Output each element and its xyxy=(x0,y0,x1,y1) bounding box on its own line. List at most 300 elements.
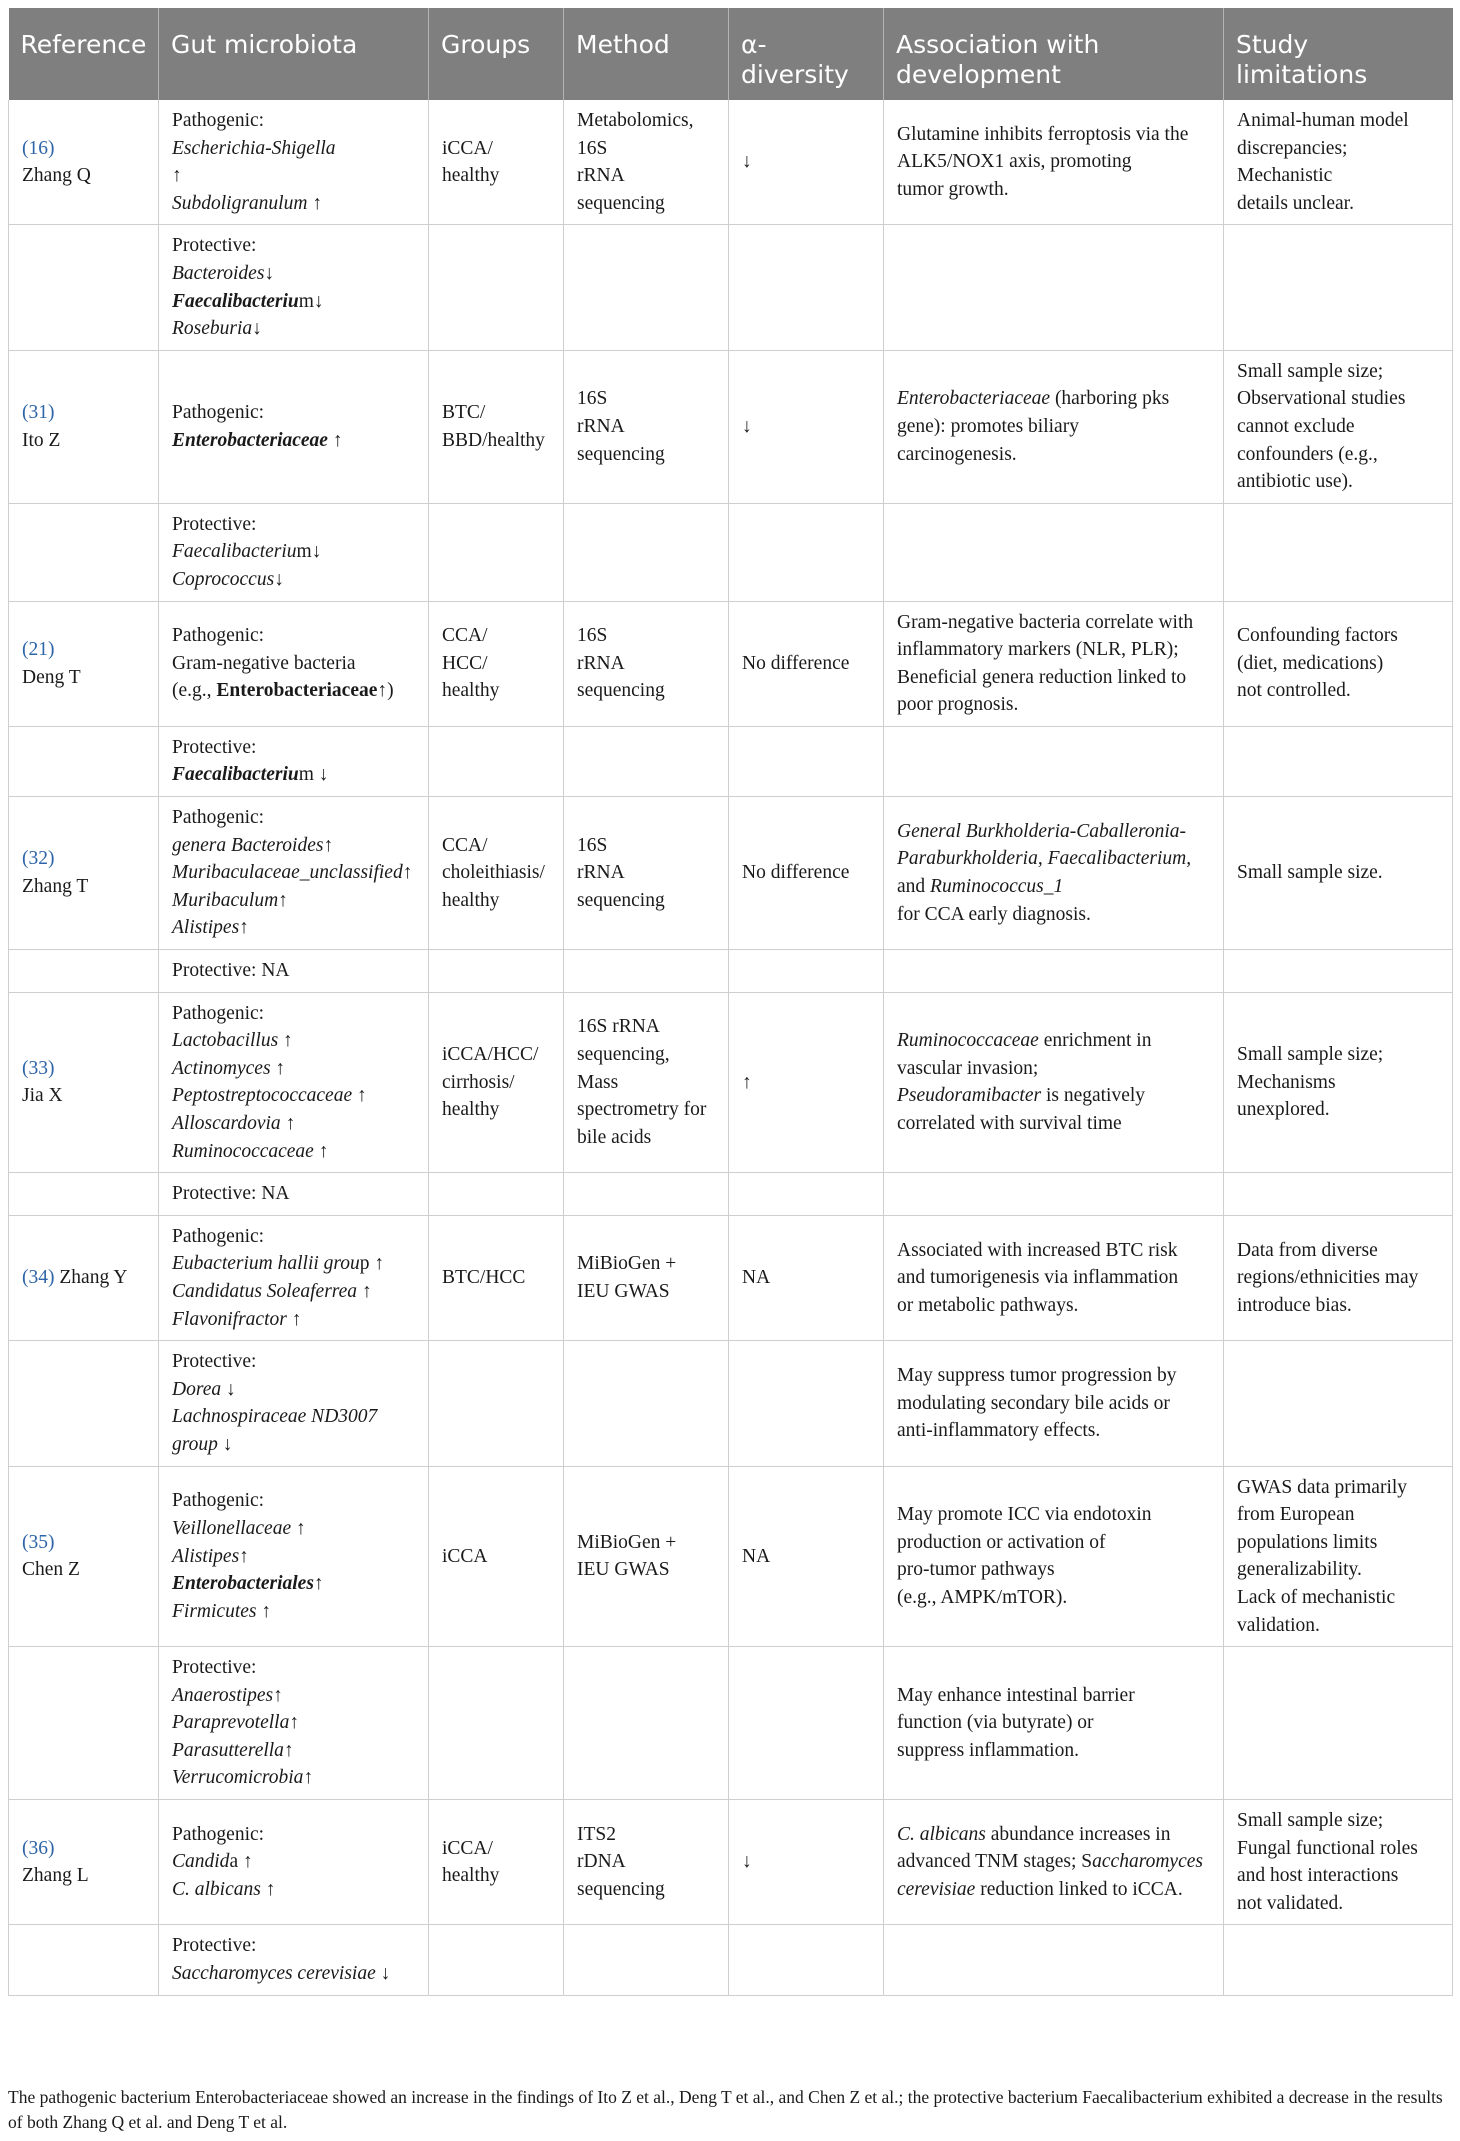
empty-cell xyxy=(564,1647,729,1800)
empty-cell xyxy=(729,1341,884,1466)
header-association: Association with development xyxy=(884,8,1224,100)
method-cell xyxy=(564,992,729,1173)
limitations-cell-line: Mechanistic xyxy=(1237,165,1333,187)
method-cell-line: 16S xyxy=(577,625,608,647)
protective-taxon: Paraprevotella↑ xyxy=(172,1712,300,1734)
groups-cell-line: iCCA/ xyxy=(442,1837,493,1859)
association-cell-line: for CCA early diagnosis. xyxy=(897,903,1091,925)
method-cell-line: spectrometry for xyxy=(577,1099,707,1121)
empty-cell xyxy=(9,1647,159,1800)
groups-cell-line: CCA/ xyxy=(442,834,488,856)
protective-association-cell xyxy=(884,1647,1224,1800)
association-cell-line: General Burkholderia-Caballeronia- xyxy=(897,820,1187,842)
groups-cell xyxy=(429,1466,564,1647)
header-limitations: Study limitations xyxy=(1224,8,1453,100)
method-cell-line: 16S xyxy=(577,834,608,856)
pathogenic-taxon: Subdoligranulum ↑ xyxy=(172,192,323,214)
empty-cell xyxy=(9,503,159,601)
limitations-cell xyxy=(1224,1466,1453,1647)
association-cell-line: Paraburkholderia, Faecalibacterium, xyxy=(897,848,1192,870)
protective-taxon: Faecalibacterium ↓ xyxy=(172,764,329,786)
protective-taxon: Anaerostipes↑ xyxy=(172,1684,283,1706)
limitations-cell-line: not validated. xyxy=(1237,1892,1344,1914)
empty-cell xyxy=(429,726,564,796)
association-cell xyxy=(884,601,1224,726)
pathogenic-taxon: Flavonifractor ↑ xyxy=(172,1308,302,1330)
empty-cell xyxy=(729,1925,884,1995)
protective-association-cell xyxy=(884,1173,1224,1216)
method-cell-line: sequencing xyxy=(577,889,665,911)
method-cell-line: MiBioGen + xyxy=(577,1253,677,1275)
reference-cell xyxy=(9,100,159,225)
limitations-cell-line: Small sample size; xyxy=(1237,360,1384,382)
limitations-cell-line: and host interactions xyxy=(1237,1865,1399,1887)
association-cell-line: pro-tumor pathways xyxy=(897,1559,1055,1581)
reference-link[interactable]: (16) xyxy=(22,137,55,159)
method-cell-line: rRNA xyxy=(577,862,625,884)
association-cell-line: and tumorigenesis via inflammation xyxy=(897,1267,1179,1289)
groups-cell xyxy=(429,601,564,726)
table-row xyxy=(9,100,1453,225)
protective-microbiota-cell xyxy=(159,950,429,993)
association-cell-line: tumor growth. xyxy=(897,178,1009,200)
limitations-cell-line: GWAS data primarily xyxy=(1237,1476,1408,1498)
reference-cell xyxy=(9,601,159,726)
association-cell xyxy=(884,1800,1224,1925)
protective-label: Protective: xyxy=(172,736,257,758)
limitations-cell-line: Confounding factors xyxy=(1237,625,1398,647)
protective-association-cell xyxy=(884,1341,1224,1466)
pathogenic-taxon: Candida ↑ xyxy=(172,1851,253,1873)
groups-cell xyxy=(429,100,564,225)
groups-cell xyxy=(429,1800,564,1925)
association-cell xyxy=(884,992,1224,1173)
groups-cell-line: cirrhosis/ xyxy=(442,1071,515,1093)
method-cell-line: rRNA xyxy=(577,652,625,674)
empty-cell xyxy=(429,1647,564,1800)
empty-cell xyxy=(564,726,729,796)
pathogenic-taxon: Candidatus Soleaferrea ↑ xyxy=(172,1280,372,1302)
association-cell-line: correlated with survival time xyxy=(897,1113,1122,1134)
pathogenic-label: Pathogenic: xyxy=(172,402,265,424)
pathogenic-taxon: Enterobacteriales↑ xyxy=(172,1573,324,1595)
table-row-protective xyxy=(9,726,1453,796)
method-cell-line: Mass xyxy=(577,1071,619,1093)
groups-cell-line: BTC/HCC xyxy=(442,1267,526,1289)
protective-association-cell-line: modulating secondary bile acids or xyxy=(897,1392,1170,1414)
microbiota-table xyxy=(8,8,1453,1996)
limitations-cell-line: from European xyxy=(1237,1504,1355,1526)
protective-taxon: Roseburia↓ xyxy=(172,318,262,340)
protective-taxon: Parasutterella↑ xyxy=(172,1739,294,1761)
association-cell-line: gene): promotes biliary xyxy=(897,415,1079,437)
limitations-cell-line: regions/ethnicities may xyxy=(1237,1267,1419,1289)
header-row xyxy=(9,8,1453,100)
protective-label: Protective: NA xyxy=(172,960,290,982)
association-cell-line: or metabolic pathways. xyxy=(897,1294,1079,1316)
limitations-cell-line: antibiotic use). xyxy=(1237,471,1353,493)
limitations-cell-line: validation. xyxy=(1237,1614,1320,1636)
method-cell-line: IEU GWAS xyxy=(577,1280,670,1302)
association-cell-line: Pseudoramibacter is negatively xyxy=(897,1085,1146,1107)
protective-taxon: Coprococcus↓ xyxy=(172,568,284,590)
pathogenic-taxon: Veillonellaceae ↑ xyxy=(172,1517,306,1539)
pathogenic-taxon: Alistipes↑ xyxy=(172,1545,249,1567)
limitations-cell-line: Animal-human model xyxy=(1237,110,1409,131)
reference-link[interactable]: (31) xyxy=(22,402,55,424)
protective-association-cell-line: May suppress tumor progression by xyxy=(897,1364,1177,1386)
reference-author: Zhang Y xyxy=(59,1267,128,1289)
protective-taxon: Faecalibacterium↓ xyxy=(172,541,322,563)
groups-cell-line: BBD/healthy xyxy=(442,429,545,451)
limitations-cell-line: details unclear. xyxy=(1237,192,1354,214)
groups-cell xyxy=(429,992,564,1173)
limitations-cell-line: Mechanisms xyxy=(1237,1071,1336,1093)
pathogenic-label: Pathogenic: xyxy=(172,807,265,829)
groups-cell-line: healthy xyxy=(442,165,500,187)
pathogenic-taxon: Actinomyces ↑ xyxy=(172,1057,286,1079)
groups-cell-line: healthy xyxy=(442,680,500,702)
empty-cell xyxy=(429,1173,564,1216)
limitations-cell xyxy=(1224,601,1453,726)
pathogenic-label: Pathogenic: xyxy=(172,110,265,131)
limitations-cell xyxy=(1224,350,1453,503)
method-cell xyxy=(564,350,729,503)
empty-cell xyxy=(564,503,729,601)
alpha-diversity-cell: ↓ xyxy=(729,350,884,503)
association-cell-line: ALK5/NOX1 axis, promoting xyxy=(897,151,1132,173)
empty-cell xyxy=(1224,726,1453,796)
reference-author: Zhang Q xyxy=(22,165,91,187)
table-row xyxy=(9,1215,1453,1340)
empty-cell xyxy=(729,1647,884,1800)
pathogenic-microbiota-cell xyxy=(159,1466,429,1647)
empty-cell xyxy=(429,950,564,993)
protective-microbiota-cell xyxy=(159,1341,429,1466)
empty-cell xyxy=(564,1925,729,1995)
empty-cell xyxy=(9,726,159,796)
limitations-cell-line: discrepancies; xyxy=(1237,137,1348,159)
pathogenic-microbiota-cell xyxy=(159,601,429,726)
groups-cell-line: HCC/ xyxy=(442,652,488,674)
limitations-cell-line: Small sample size; xyxy=(1237,1044,1384,1066)
limitations-cell-line: unexplored. xyxy=(1237,1099,1330,1121)
reference-link[interactable]: (21) xyxy=(22,639,55,661)
association-cell-line: vascular invasion; xyxy=(897,1057,1039,1079)
table-row-protective xyxy=(9,225,1453,350)
method-cell-line: sequencing xyxy=(577,192,665,214)
groups-cell-line: healthy xyxy=(442,1099,500,1121)
alpha-diversity-cell: ↑ xyxy=(729,992,884,1173)
limitations-cell-line: generalizability. xyxy=(1237,1559,1362,1581)
empty-cell xyxy=(729,1173,884,1216)
empty-cell xyxy=(9,225,159,350)
table-row xyxy=(9,1800,1453,1925)
pathogenic-taxon: Gram-negative bacteria xyxy=(172,652,356,674)
association-cell xyxy=(884,350,1224,503)
reference-link[interactable]: (35) xyxy=(22,1531,55,1553)
method-cell-line: 16S rRNA xyxy=(577,1016,660,1038)
association-cell xyxy=(884,1466,1224,1647)
association-cell-line: (e.g., AMPK/mTOR). xyxy=(897,1586,1068,1608)
method-cell-line: sequencing xyxy=(577,1879,665,1901)
limitations-cell-line: populations limits xyxy=(1237,1531,1378,1553)
protective-label: Protective: xyxy=(172,235,257,257)
groups-cell-line: healthy xyxy=(442,1865,500,1887)
table-footnote: The pathogenic bacterium Enterobacteriaceae showed an increase in the findings of Ito Z et al., Deng T et al., and Chen Z et al.; the protective bacterium Faecalibacterium exhibited a decrease in the results of both Zhang Q et al. and Deng T et al. xyxy=(8,2087,1443,2132)
association-cell-line: Beneficial genera reduction linked to xyxy=(897,666,1187,688)
pathogenic-taxon: Escherichia-Shigella xyxy=(172,137,336,159)
empty-cell xyxy=(729,503,884,601)
association-cell-line: Gram-negative bacteria correlate with xyxy=(897,611,1194,633)
method-cell-line: ITS2 xyxy=(577,1823,616,1845)
empty-cell xyxy=(1224,950,1453,993)
alpha-diversity-cell: ↓ xyxy=(729,1800,884,1925)
pathogenic-taxon: Peptostreptococcaceae ↑ xyxy=(172,1085,367,1107)
pathogenic-label: Pathogenic: xyxy=(172,1490,265,1512)
protective-taxon: group ↓ xyxy=(172,1433,233,1455)
pathogenic-microbiota-cell xyxy=(159,350,429,503)
header-alpha-diversity: α-diversity xyxy=(729,8,884,100)
limitations-cell xyxy=(1224,1215,1453,1340)
empty-cell xyxy=(1224,1341,1453,1466)
protective-association-cell xyxy=(884,503,1224,601)
limitations-cell-line: Fungal functional roles xyxy=(1237,1837,1418,1859)
protective-label: Protective: NA xyxy=(172,1183,290,1205)
association-cell-line: Associated with increased BTC risk xyxy=(897,1239,1178,1261)
protective-microbiota-cell xyxy=(159,225,429,350)
reference-author: Ito Z xyxy=(22,429,61,451)
protective-microbiota-cell xyxy=(159,1173,429,1216)
alpha-diversity-cell: No difference xyxy=(729,601,884,726)
table-container xyxy=(8,8,1452,1996)
pathogenic-taxon: Muribaculum↑ xyxy=(172,889,288,911)
protective-label: Protective: xyxy=(172,1657,257,1679)
groups-cell-line: iCCA xyxy=(442,1545,488,1567)
pathogenic-label: Pathogenic: xyxy=(172,625,265,647)
table-body xyxy=(9,100,1453,1995)
protective-association-cell xyxy=(884,225,1224,350)
protective-association-cell-line: anti-inflammatory effects. xyxy=(897,1420,1101,1442)
method-cell-line: IEU GWAS xyxy=(577,1559,670,1581)
reference-cell xyxy=(9,992,159,1173)
reference-link[interactable]: (32) xyxy=(22,848,55,870)
limitations-cell-line: Observational studies xyxy=(1237,388,1406,410)
pathogenic-taxon: Ruminococcaceae ↑ xyxy=(172,1140,329,1162)
table-row xyxy=(9,1466,1453,1647)
reference-cell xyxy=(9,350,159,503)
empty-cell xyxy=(564,225,729,350)
groups-cell-line: CCA/ xyxy=(442,625,488,647)
empty-cell xyxy=(9,1173,159,1216)
table-row-protective xyxy=(9,503,1453,601)
protective-association-cell-line: suppress inflammation. xyxy=(897,1739,1079,1761)
limitations-cell-line: (diet, medications) xyxy=(1237,652,1384,674)
limitations-cell-line: Small sample size; xyxy=(1237,1810,1384,1832)
protective-taxon: Bacteroides↓ xyxy=(172,262,275,284)
association-cell-line: C. albicans abundance increases in xyxy=(897,1823,1171,1845)
method-cell-line: Metabolomics, xyxy=(577,110,694,131)
association-cell-line: Ruminococcaceae enrichment in xyxy=(897,1030,1152,1052)
empty-cell xyxy=(729,225,884,350)
association-cell-line: production or activation of xyxy=(897,1531,1106,1553)
reference-author: Chen Z xyxy=(22,1559,80,1581)
empty-cell xyxy=(9,1341,159,1466)
limitations-cell-line: confounders (e.g., xyxy=(1237,443,1378,465)
association-cell-line: cerevisiae reduction linked to iCCA. xyxy=(897,1879,1183,1901)
empty-cell xyxy=(429,503,564,601)
empty-cell xyxy=(429,225,564,350)
association-cell-line: inflammatory markers (NLR, PLR); xyxy=(897,639,1179,661)
protective-label: Protective: xyxy=(172,513,257,535)
empty-cell xyxy=(564,1173,729,1216)
reference-link[interactable]: (33) xyxy=(22,1057,55,1079)
pathogenic-microbiota-cell xyxy=(159,797,429,950)
groups-cell xyxy=(429,797,564,950)
alpha-diversity-cell: No difference xyxy=(729,797,884,950)
reference-link[interactable]: (36) xyxy=(22,1837,55,1859)
association-cell-line: Enterobacteriaceae (harboring pks xyxy=(897,388,1170,410)
method-cell-line: rDNA xyxy=(577,1851,626,1873)
method-cell xyxy=(564,1215,729,1340)
empty-cell xyxy=(1224,503,1453,601)
protective-taxon: Faecalibacterium↓ xyxy=(172,290,324,312)
limitations-cell-line: cannot exclude xyxy=(1237,415,1355,437)
method-cell xyxy=(564,100,729,225)
association-cell xyxy=(884,797,1224,950)
limitations-cell-line: introduce bias. xyxy=(1237,1294,1352,1316)
empty-cell xyxy=(564,1341,729,1466)
pathogenic-taxon: Muribaculaceae_unclassified↑ xyxy=(172,862,413,884)
groups-cell-line: iCCA/ xyxy=(442,137,493,159)
method-cell-line: 16S xyxy=(577,137,608,159)
table-row-protective xyxy=(9,950,1453,993)
method-cell-line: MiBioGen + xyxy=(577,1531,677,1553)
protective-microbiota-cell xyxy=(159,1925,429,1995)
empty-cell xyxy=(9,1925,159,1995)
groups-cell-line: BTC/ xyxy=(442,402,486,424)
reference-cell xyxy=(9,1215,159,1340)
association-cell-line: and Ruminococcus_1 xyxy=(897,876,1064,898)
limitations-cell xyxy=(1224,100,1453,225)
table-row-protective xyxy=(9,1341,1453,1466)
reference-author: Zhang T xyxy=(22,876,89,898)
alpha-diversity-cell: NA xyxy=(729,1215,884,1340)
empty-cell xyxy=(1224,1173,1453,1216)
protective-taxon: Lachnospiraceae ND3007 xyxy=(172,1406,378,1428)
protective-association-cell xyxy=(884,1925,1224,1995)
association-cell-line: carcinogenesis. xyxy=(897,443,1017,465)
limitations-cell xyxy=(1224,1800,1453,1925)
protective-association-cell-line: function (via butyrate) or xyxy=(897,1712,1094,1734)
method-cell-line: rRNA xyxy=(577,415,625,437)
empty-cell xyxy=(9,950,159,993)
method-cell-line: bile acids xyxy=(577,1126,652,1148)
groups-cell xyxy=(429,1215,564,1340)
method-cell xyxy=(564,797,729,950)
pathogenic-taxon: C. albicans ↑ xyxy=(172,1879,276,1901)
alpha-diversity-cell: NA xyxy=(729,1466,884,1647)
method-cell-line: rRNA xyxy=(577,165,625,187)
protective-microbiota-cell xyxy=(159,726,429,796)
pathogenic-taxon: Enterobacteriaceae ↑ xyxy=(172,429,343,451)
method-cell-line: 16S xyxy=(577,388,608,410)
pathogenic-label: Pathogenic: xyxy=(172,1225,265,1247)
table-row xyxy=(9,797,1453,950)
association-cell-line: advanced TNM stages; Saccharomyces xyxy=(897,1851,1203,1873)
pathogenic-microbiota-cell xyxy=(159,1800,429,1925)
reference-author: Deng T xyxy=(22,666,81,688)
protective-microbiota-cell xyxy=(159,503,429,601)
method-cell xyxy=(564,1466,729,1647)
protective-microbiota-cell xyxy=(159,1647,429,1800)
groups-cell-line: healthy xyxy=(442,889,500,911)
table-row-protective xyxy=(9,1925,1453,1995)
protective-taxon: Saccharomyces cerevisiae ↓ xyxy=(172,1963,391,1985)
empty-cell xyxy=(564,950,729,993)
pathogenic-label: Pathogenic: xyxy=(172,1823,265,1845)
header-groups: Groups xyxy=(429,8,564,100)
table-row-protective xyxy=(9,1647,1453,1800)
protective-taxon: Dorea ↓ xyxy=(172,1378,236,1400)
pathogenic-label: Pathogenic: xyxy=(172,1002,265,1024)
method-cell-line: sequencing xyxy=(577,443,665,465)
table-row xyxy=(9,601,1453,726)
pathogenic-taxon: ↑ xyxy=(172,165,182,187)
table-row-protective xyxy=(9,1173,1453,1216)
limitations-cell-line: Data from diverse xyxy=(1237,1239,1378,1261)
pathogenic-taxon: Lactobacillus ↑ xyxy=(172,1030,293,1052)
limitations-cell-line: not controlled. xyxy=(1237,680,1351,702)
protective-taxon: Verrucomicrobia↑ xyxy=(172,1767,314,1789)
empty-cell xyxy=(1224,1925,1453,1995)
pathogenic-taxon: Eubacterium hallii group ↑ xyxy=(172,1253,385,1275)
protective-association-cell xyxy=(884,950,1224,993)
protective-label: Protective: xyxy=(172,1351,257,1373)
method-cell xyxy=(564,601,729,726)
limitations-cell-line: Small sample size. xyxy=(1237,862,1383,884)
association-cell xyxy=(884,1215,1224,1340)
table-row xyxy=(9,350,1453,503)
association-cell-line: May promote ICC via endotoxin xyxy=(897,1504,1152,1526)
pathogenic-microbiota-cell xyxy=(159,100,429,225)
groups-cell-line: choleithiasis/ xyxy=(442,862,545,884)
protective-label: Protective: xyxy=(172,1935,257,1957)
pathogenic-taxon: Firmicutes ↑ xyxy=(172,1600,272,1622)
reference-author: Zhang L xyxy=(22,1865,89,1887)
alpha-diversity-cell: ↓ xyxy=(729,100,884,225)
header-gut-microbiota: Gut microbiota xyxy=(159,8,429,100)
reference-link[interactable]: (34) xyxy=(22,1267,55,1289)
pathogenic-microbiota-cell xyxy=(159,1215,429,1340)
empty-cell xyxy=(429,1341,564,1466)
association-cell-line: Glutamine inhibits ferroptosis via the xyxy=(897,123,1189,145)
pathogenic-taxon: Alloscardovia ↑ xyxy=(172,1113,296,1134)
empty-cell xyxy=(1224,1647,1453,1800)
limitations-cell xyxy=(1224,797,1453,950)
protective-association-cell xyxy=(884,726,1224,796)
association-cell-line: poor prognosis. xyxy=(897,694,1019,716)
association-cell xyxy=(884,100,1224,225)
header-method: Method xyxy=(564,8,729,100)
method-cell-line: sequencing, xyxy=(577,1044,670,1066)
groups-cell xyxy=(429,350,564,503)
limitations-cell-line: Lack of mechanistic xyxy=(1237,1586,1396,1608)
reference-cell xyxy=(9,1466,159,1647)
method-cell-line: sequencing xyxy=(577,680,665,702)
table-row xyxy=(9,992,1453,1173)
empty-cell xyxy=(1224,225,1453,350)
